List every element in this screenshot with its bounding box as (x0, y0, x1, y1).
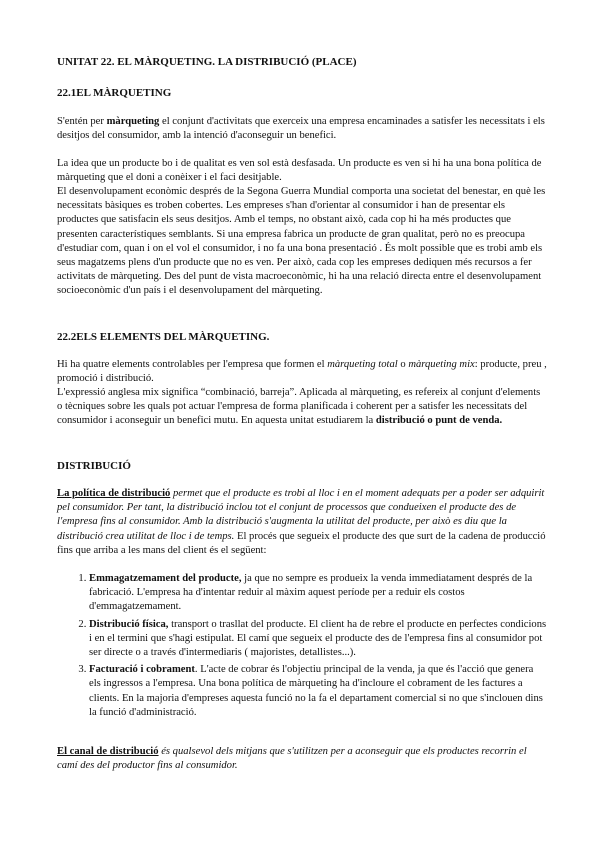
paragraph-idea: La idea que un producte bo i de qualitat es ven sol està desfasada. Un producte es ven si hi ha una bona política de màrqueting que el doni a conèixer i el faci desitjable. (57, 158, 542, 184)
list-item-text: ja que no sempre es produeix la venda immediatament després de la fabricació. L'empresa ha d'intentar reduir al màxim aquest període per a reduir els costos d'emmagatzemament. (89, 573, 533, 613)
text-run: o (397, 359, 409, 370)
text-run: Hi ha quatre elements controlables per l'empresa que formen el (57, 359, 328, 370)
document-title: UNITAT 22. EL MÀRQUETING. LA DISTRIBUCIÓ (PLACE) (57, 56, 357, 68)
list-item-text: . L'acte de cobrar és l'objectiu principal de la venda, ja que és l'acció que genera els ingressos a l'empresa. Una bona política de màrqueting ha d'incloure el cobrament de les factures a clients. En la majoria d'empreses aquesta funció no la fa el departament comercial si no que s'inclouen dins la funció d'administració. (89, 664, 543, 718)
section-heading-elements: 22.2ELS ELEMENTS DEL MÀRQUETING. (57, 331, 270, 343)
paragraph-distribution-policy (57, 487, 547, 558)
text-run: L'expressió anglesa mix significa “combinació, barreja”. Aplicada al màrqueting, es refereix al conjunt d'elements o tècniques sobre les quals pot actuar l'empresa de forma planificada i coherent per a satisfer les necessitats del consumidor i aconseguir un benefici mutu. En aquesta unitat estudiarem la (57, 387, 541, 427)
text-run: : producte, preu , promoció i distribució. (57, 359, 547, 385)
underlined-term: El canal de distribució (57, 746, 159, 757)
underlined-term: La política de distribució (57, 488, 171, 499)
list-item-title: Emmagatzemament del producte, (89, 573, 242, 584)
paragraph-definition (57, 115, 547, 143)
list-item-text: transport o trasllat del producte. El client ha de rebre el producte en perfectes condicions i en el termini que s'hagi estipulat. El camí que segueix el producte des de l'empresa fins al consumidor pot ser directe o a través d'intermediaris ( majoristes, detallistes...). (89, 618, 547, 659)
italic-text: és qualsevol dels mitjans que s'utilitzen per a aconseguir que els productes recorrin el camí des del productor fins al consumidor. (57, 746, 527, 772)
italic-term: màrqueting mix (408, 359, 475, 370)
text-run: El procés que segueix el producte des que surt de la cadena de producció fins que arriba a les mans del client és el següent: (57, 530, 546, 556)
bold-term: distribució o punt de venda. (375, 415, 503, 427)
text-run: el conjunt d'activitats que exerceix una empresa encaminades a satisfer les necessitats i els desitjos del consumidor, amb la intenció d'aconseguir un benefici. (57, 116, 545, 142)
bold-term: màrqueting (106, 116, 160, 127)
list-item-title: Distribució física, (89, 618, 169, 630)
list-item-title: Facturació i cobrament (89, 664, 195, 676)
italic-term: màrqueting total (327, 359, 398, 370)
paragraph-development: El desenvolupament econòmic després de la Segona Guerra Mundial comporta una societat del benestar, en què les necessitats bàsiques es troben cobertes. Les empreses s'han d'orientar al consumidor i han de presentar els productes que satisfacin els seus desitjos. Amb el temps, no obstant això, cada cop hi ha més productes que presenten característiques semblants. Si una empresa fabrica un producte de gran qualitat, però no es preocupa d'estudiar com, quan i on el vol el consumidor, i no fa una bona presentació . És molt possible que es trobi amb els seus magatzems plens d'un producte que no es ven. Per això, cada cop les empreses dediquen més recursos a fer activitats de màrqueting. Des del punt de vista macroeconòmic, hi ha una relació directa entre el desenvolupament socioeconòmic d'un país i el desenvolupament del màrqueting. (57, 186, 546, 297)
section-heading-marqueting: 22.1EL MÀRQUETING (57, 87, 172, 99)
list-item (89, 663, 547, 720)
list-item (89, 618, 547, 661)
list-item (89, 572, 547, 615)
section-heading-distribucio: DISTRIBUCIÓ (57, 460, 131, 472)
text-run: S'entén per (57, 116, 107, 127)
paragraph-distribution-channel (57, 745, 547, 773)
paragraph-elements (57, 358, 547, 386)
italic-text: permet que el producte es trobi al lloc i en el moment adequats per a poder ser adquirit pel consumidor. Per tant, la distribució inclou tot el conjunt de processos que condueixen el producte des de l'empresa fins al consumidor. Amb la distribució s'augmenta la utilitat del producte, per això es diu que la distribució crea utilitat de lloc i de temps. (57, 488, 545, 542)
process-list (57, 572, 547, 723)
paragraph-mix (57, 386, 547, 429)
